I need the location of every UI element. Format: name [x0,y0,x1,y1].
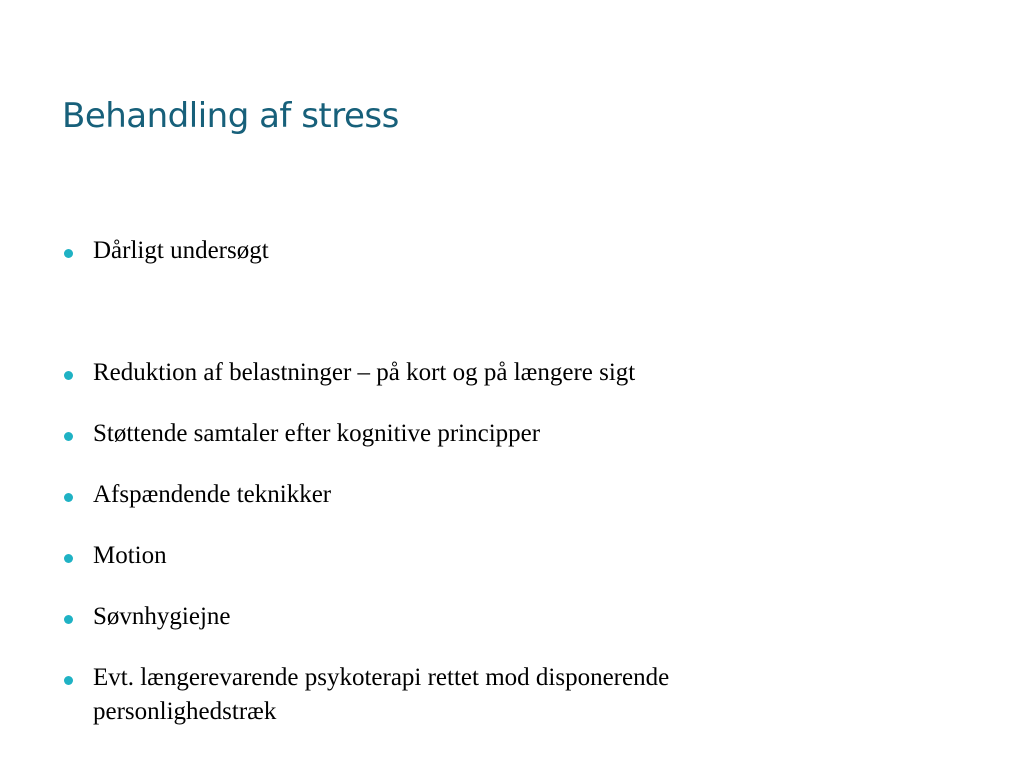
bullet-dot-icon [64,493,73,502]
bullet-item [62,420,962,451]
bullet-item [62,542,962,573]
bullet-text: Dårligt undersøgt [93,237,269,264]
bullet-text: Afspændende teknikker [93,481,332,508]
bullet-text: Motion [93,542,167,569]
bullet-text: Evt. længerevarende psykoterapi rettet mod disponerende personlighedstræk [93,664,670,725]
bullet-text: Søvnhygiejne [93,603,231,630]
bullet-item [62,481,962,512]
bullet-dot-icon [64,432,73,441]
bullet-dot-icon [64,249,73,258]
bullet-text: Reduktion af belastninger – på kort og på længere sigt [93,359,636,386]
bullet-dot-icon [64,676,73,685]
bullet-item [62,359,962,390]
bullet-dot-icon [64,615,73,624]
bullet-dot-icon [64,371,73,380]
bullet-item [62,603,962,634]
bullet-dot-icon [64,554,73,563]
bullet-item [62,237,962,268]
slide-title: Behandling af stress [62,96,399,136]
bullet-item [62,664,822,729]
bullet-text: Støttende samtaler efter kognitive principper [93,420,541,447]
